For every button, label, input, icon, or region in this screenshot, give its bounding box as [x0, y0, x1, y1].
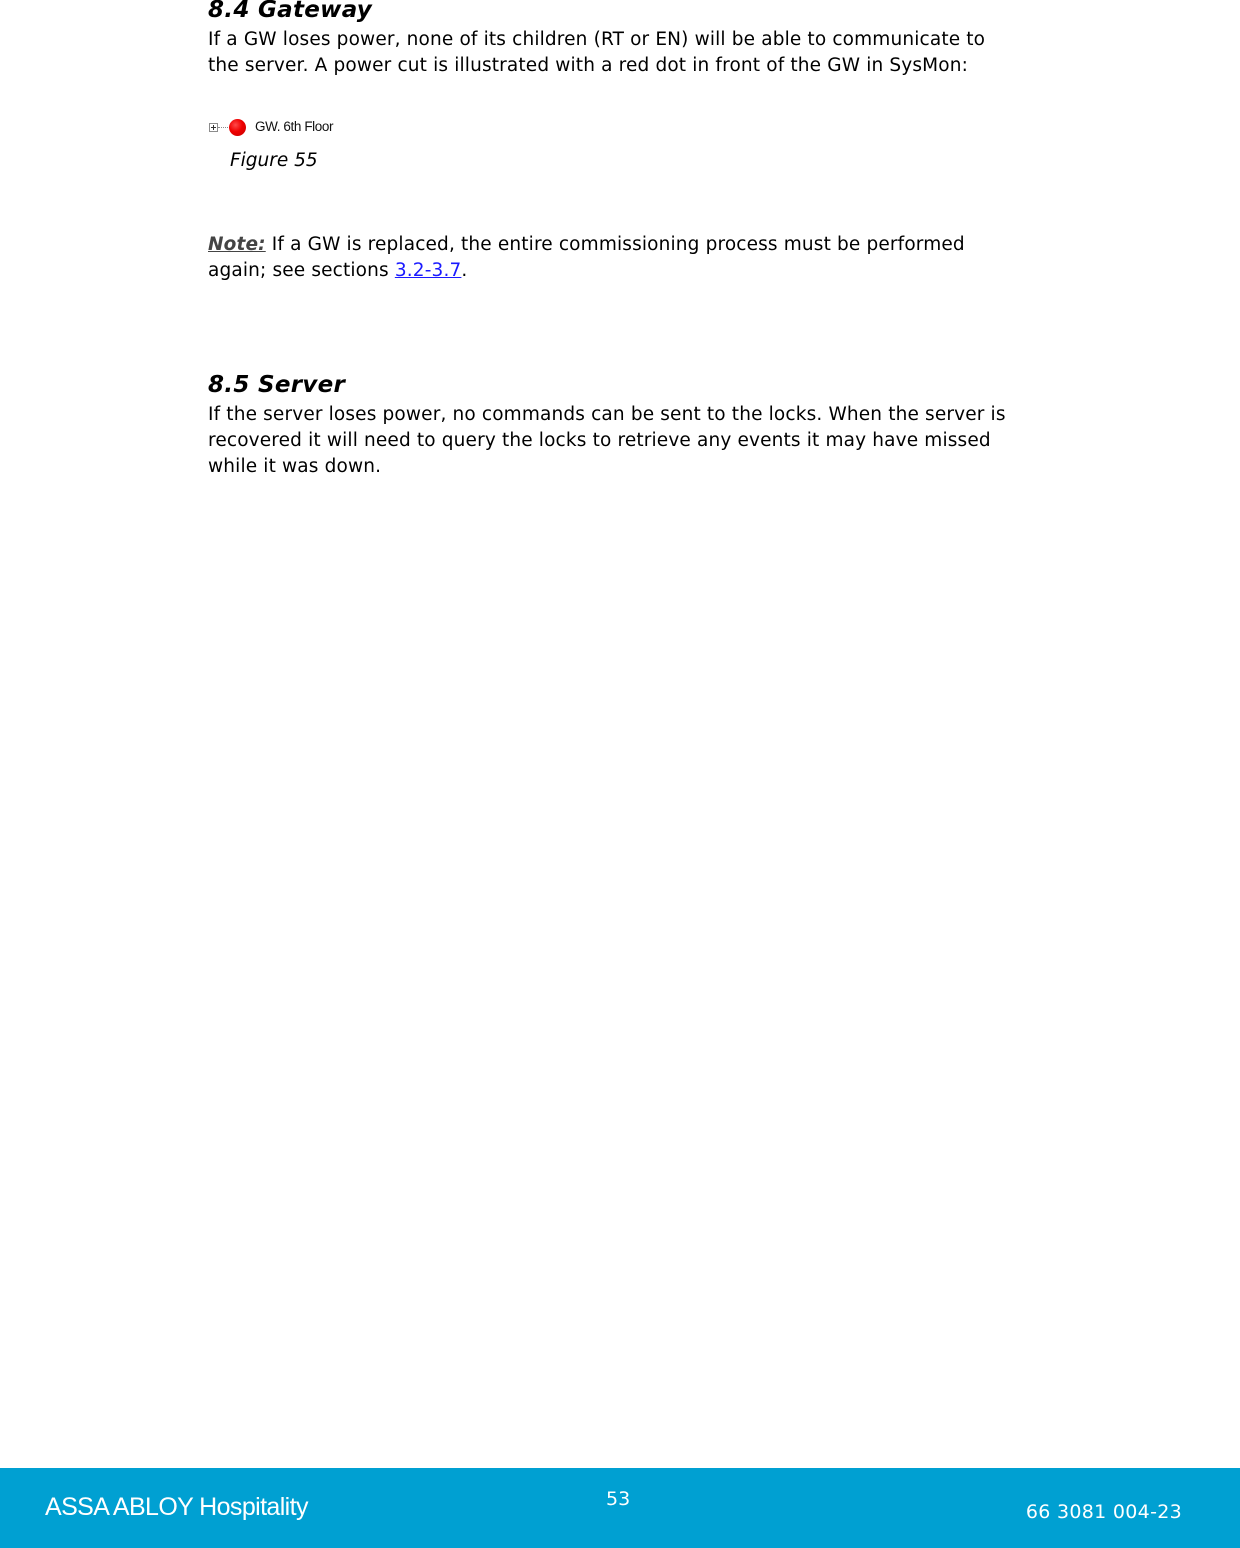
- note-paragraph: [208, 232, 1128, 284]
- server-paragraph: [208, 402, 1128, 480]
- power-cut-red-dot-icon: [229, 119, 246, 136]
- server-paragraph-line-1: If the server loses power, no commands can be sent to the locks. When the server is: [208, 404, 1006, 425]
- page-footer: [0, 1468, 1240, 1548]
- gateway-node-label: GW. 6th Floor: [255, 119, 334, 134]
- note-line-2-suffix: .: [461, 260, 468, 281]
- footer-brand-name: ASSA ABLOY Hospitality: [45, 1493, 308, 1521]
- sysmon-tree-node: [209, 117, 333, 137]
- server-paragraph-line-2: recovered it will need to query the locks to retrieve any events it may have missed: [208, 430, 991, 451]
- note-line-1: If a GW is replaced, the entire commissioning process must be performed: [265, 234, 965, 255]
- figure-caption: Figure 55: [230, 150, 318, 171]
- server-paragraph-line-3: while it was down.: [208, 456, 382, 477]
- sections-cross-reference-link[interactable]: 3.2-3.7: [394, 260, 462, 281]
- section-heading-gateway: 8.4 Gateway: [208, 0, 373, 23]
- gateway-paragraph: [208, 27, 1128, 79]
- note-label: Note:: [208, 234, 266, 255]
- footer-page-number: 53: [606, 1488, 631, 1510]
- gateway-paragraph-line-1: If a GW loses power, none of its children (RT or EN) will be able to communicate to: [208, 29, 986, 50]
- gateway-paragraph-line-2: the server. A power cut is illustrated with a red dot in front of the GW in SysMon:: [208, 55, 969, 76]
- tree-expand-icon[interactable]: [209, 123, 218, 132]
- note-line-2-prefix: again; see sections: [208, 260, 395, 281]
- section-heading-server: 8.5 Server: [208, 372, 346, 398]
- footer-document-number: 66 3081 004-23: [1025, 1501, 1182, 1523]
